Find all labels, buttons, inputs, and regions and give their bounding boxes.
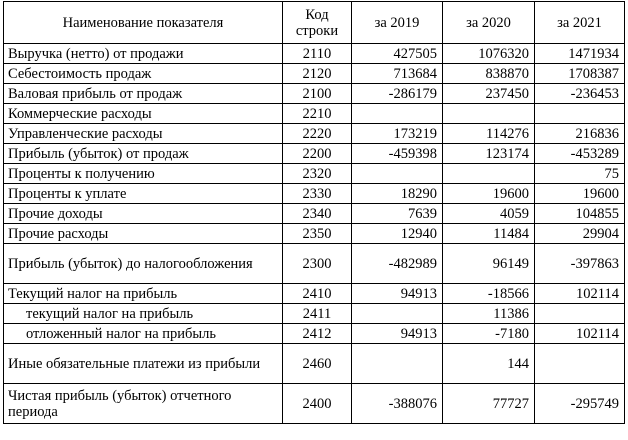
row-name: Себестоимость продаж [4,64,283,84]
row-name: Коммерческие расходы [4,104,283,124]
row-value-2019: -388076 [352,384,443,424]
row-value-2019 [352,164,443,184]
row-value-2021: 216836 [535,124,625,144]
table-row [4,164,625,184]
row-name: отложенный налог на прибыль [4,324,283,344]
row-name: Проценты к уплате [4,184,283,204]
row-value-2021 [535,344,625,384]
row-value-2021: 1708387 [535,64,625,84]
row-code: 2330 [283,184,352,204]
row-value-2020: 114276 [443,124,535,144]
row-value-2019: 94913 [352,324,443,344]
row-code: 2400 [283,384,352,424]
row-value-2021: -295749 [535,384,625,424]
row-value-2021: 104855 [535,204,625,224]
row-name: Проценты к получению [4,164,283,184]
row-value-2019 [352,344,443,384]
row-name: Прибыль (убыток) от продаж [4,144,283,164]
table-row [4,184,625,204]
table-row [4,204,625,224]
row-code: 2120 [283,64,352,84]
row-value-2021: 29904 [535,224,625,244]
row-value-2021: -453289 [535,144,625,164]
row-value-2020: 77727 [443,384,535,424]
row-value-2021 [535,304,625,324]
row-value-2020: 96149 [443,244,535,284]
row-value-2019: 427505 [352,44,443,64]
row-code: 2411 [283,304,352,324]
row-code: 2350 [283,224,352,244]
row-code: 2220 [283,124,352,144]
row-value-2021: 102114 [535,324,625,344]
table-row [4,284,625,304]
table-row [4,64,625,84]
row-value-2019: 713684 [352,64,443,84]
row-name: Чистая прибыль (убыток) отчетного периода [4,384,283,424]
table-header-row [4,2,625,44]
row-code: 2110 [283,44,352,64]
table-row [4,84,625,104]
row-value-2020: 1076320 [443,44,535,64]
row-name: Текущий налог на прибыль [4,284,283,304]
row-value-2019: 18290 [352,184,443,204]
row-value-2019: 173219 [352,124,443,144]
row-name: текущий налог на прибыль [4,304,283,324]
row-value-2019: 7639 [352,204,443,224]
header-code: Код строки [283,2,352,44]
table-row [4,144,625,164]
table-row [4,244,625,284]
header-2019: за 2019 [352,2,443,44]
header-name: Наименование показателя [4,2,283,44]
row-value-2020: 144 [443,344,535,384]
row-value-2021: 75 [535,164,625,184]
row-value-2021: 102114 [535,284,625,304]
row-value-2021: 1471934 [535,44,625,64]
financial-results-table [3,1,625,424]
row-code: 2340 [283,204,352,224]
row-value-2019 [352,104,443,124]
table-row [4,324,625,344]
row-value-2020: 11484 [443,224,535,244]
table-row [4,344,625,384]
table-row [4,384,625,424]
row-value-2019: -286179 [352,84,443,104]
row-name: Выручка (нетто) от продажи [4,44,283,64]
row-value-2021 [535,104,625,124]
row-code: 2412 [283,324,352,344]
row-value-2020: 237450 [443,84,535,104]
row-code: 2410 [283,284,352,304]
row-code: 2200 [283,144,352,164]
row-value-2019: 12940 [352,224,443,244]
row-code: 2460 [283,344,352,384]
row-name: Валовая прибыль от продаж [4,84,283,104]
row-value-2019: -482989 [352,244,443,284]
row-code: 2100 [283,84,352,104]
row-value-2020: -7180 [443,324,535,344]
row-name: Прочие доходы [4,204,283,224]
row-code: 2300 [283,244,352,284]
row-value-2019: -459398 [352,144,443,164]
table-row [4,224,625,244]
row-name: Прочие расходы [4,224,283,244]
row-name: Иные обязательные платежи из прибыли [4,344,283,384]
row-value-2020: 19600 [443,184,535,204]
row-value-2019: 94913 [352,284,443,304]
row-code: 2210 [283,104,352,124]
table-row [4,44,625,64]
row-code: 2320 [283,164,352,184]
row-value-2020 [443,104,535,124]
row-value-2021: -236453 [535,84,625,104]
row-name: Прибыль (убыток) до налогообложения [4,244,283,284]
table-row [4,104,625,124]
row-value-2020: 838870 [443,64,535,84]
row-value-2019 [352,304,443,324]
row-value-2020: 4059 [443,204,535,224]
row-value-2021: -397863 [535,244,625,284]
row-name: Управленческие расходы [4,124,283,144]
row-value-2020: -18566 [443,284,535,304]
header-2021: за 2021 [535,2,625,44]
row-value-2020 [443,164,535,184]
table-row [4,304,625,324]
row-value-2020: 123174 [443,144,535,164]
row-value-2021: 19600 [535,184,625,204]
row-value-2020: 11386 [443,304,535,324]
header-2020: за 2020 [443,2,535,44]
table-row [4,124,625,144]
